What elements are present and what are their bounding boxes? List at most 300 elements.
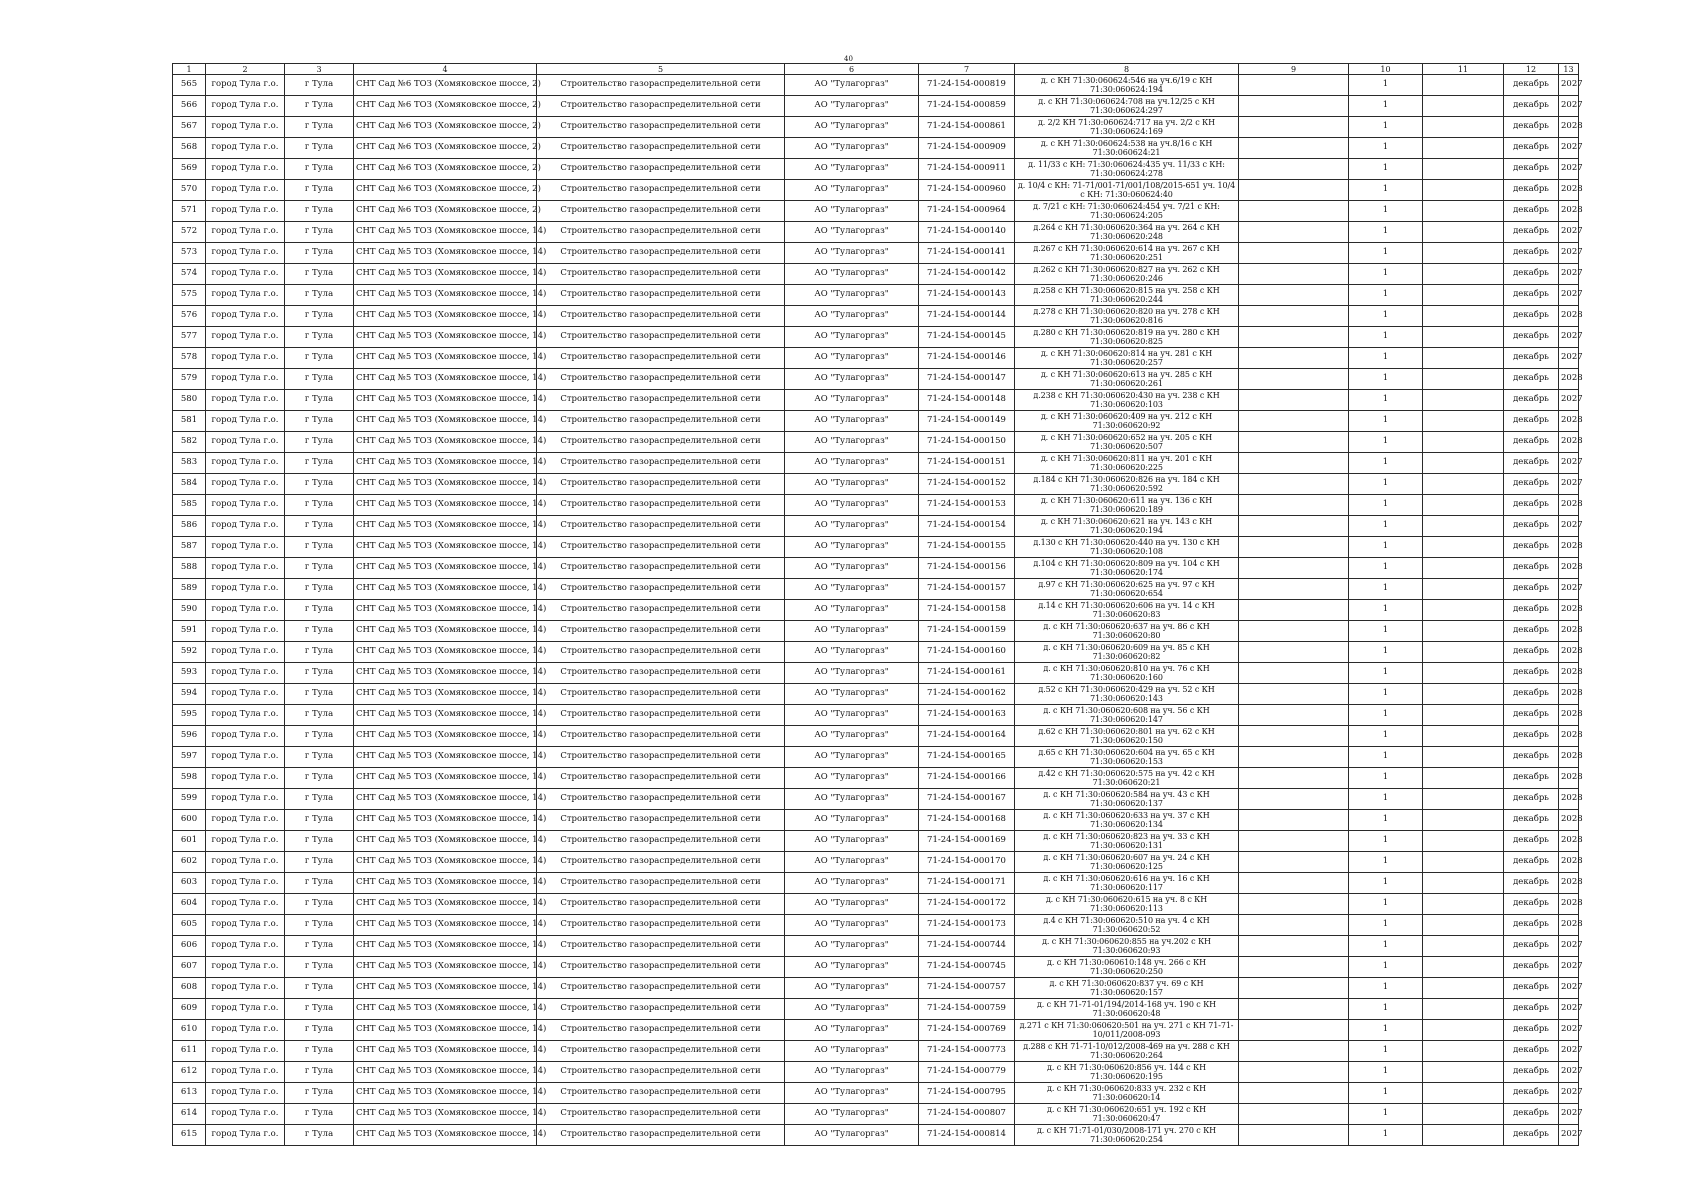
quantity-cell: 1 bbox=[1349, 327, 1423, 348]
object-description-cell: д.278 с КН 71:30:060620:820 на уч. 278 с КН 71:30:060620:816 bbox=[1015, 306, 1239, 327]
work-type-cell: Строительство газораспределительной сети bbox=[537, 474, 785, 495]
table-row bbox=[173, 306, 1579, 327]
work-type-cell: Строительство газораспределительной сети bbox=[537, 432, 785, 453]
month-cell: декабрь bbox=[1504, 789, 1559, 810]
work-type-cell: Строительство газораспределительной сети bbox=[537, 222, 785, 243]
table-row bbox=[173, 1062, 1579, 1083]
work-type-cell: Строительство газораспределительной сети bbox=[537, 201, 785, 222]
organization-cell: АО "Тулагоргаз" bbox=[785, 306, 919, 327]
month-cell: декабрь bbox=[1504, 579, 1559, 600]
col-9-cell bbox=[1239, 306, 1349, 327]
row-number-cell: 578 bbox=[173, 348, 206, 369]
row-number-cell: 592 bbox=[173, 642, 206, 663]
table-row bbox=[173, 537, 1579, 558]
settlement-cell: г Тула bbox=[285, 915, 354, 936]
table-row bbox=[173, 285, 1579, 306]
column-header-1: 1 bbox=[173, 64, 206, 75]
col-11-cell bbox=[1423, 999, 1504, 1020]
organization-cell: АО "Тулагоргаз" bbox=[785, 726, 919, 747]
organization-cell: АО "Тулагоргаз" bbox=[785, 285, 919, 306]
col-11-cell bbox=[1423, 1020, 1504, 1041]
column-header-3: 3 bbox=[285, 64, 354, 75]
municipality-cell: город Тула г.о. bbox=[206, 1125, 285, 1146]
row-number-cell: 567 bbox=[173, 117, 206, 138]
work-type-cell: Строительство газораспределительной сети bbox=[537, 306, 785, 327]
quantity-cell: 1 bbox=[1349, 600, 1423, 621]
work-type-cell: Строительство газораспределительной сети bbox=[537, 768, 785, 789]
col-11-cell bbox=[1423, 117, 1504, 138]
municipality-cell: город Тула г.о. bbox=[206, 1020, 285, 1041]
col-9-cell bbox=[1239, 852, 1349, 873]
object-description-cell: д. 7/21 с КН: 71:30:060624:454 уч. 7/21 с КН: 71:30:060624:205 bbox=[1015, 201, 1239, 222]
year-cell: 2028 bbox=[1559, 726, 1579, 747]
column-header-8: 8 bbox=[1015, 64, 1239, 75]
col-11-cell bbox=[1423, 180, 1504, 201]
settlement-cell: г Тула bbox=[285, 705, 354, 726]
object-description-cell: д. с КН 71:30:060620:856 уч. 144 с КН 71:30:060620:195 bbox=[1015, 1062, 1239, 1083]
work-type-cell: Строительство газораспределительной сети bbox=[537, 873, 785, 894]
municipality-cell: город Тула г.о. bbox=[206, 1104, 285, 1125]
snt-name-cell: СНТ Сад №5 ТОЗ (Хомяковское шоссе, 14) bbox=[354, 684, 537, 705]
object-description-cell: д. с КН 71:30:060620:615 на уч. 8 с КН 71:30:060620:113 bbox=[1015, 894, 1239, 915]
municipality-cell: город Тула г.о. bbox=[206, 621, 285, 642]
quantity-cell: 1 bbox=[1349, 453, 1423, 474]
col-9-cell bbox=[1239, 411, 1349, 432]
table-row bbox=[173, 873, 1579, 894]
snt-name-cell: СНТ Сад №5 ТОЗ (Хомяковское шоссе, 14) bbox=[354, 222, 537, 243]
year-cell: 2028 bbox=[1559, 306, 1579, 327]
col-9-cell bbox=[1239, 390, 1349, 411]
year-cell: 2027 bbox=[1559, 285, 1579, 306]
quantity-cell: 1 bbox=[1349, 432, 1423, 453]
table-row bbox=[173, 957, 1579, 978]
snt-name-cell: СНТ Сад №5 ТОЗ (Хомяковское шоссе, 14) bbox=[354, 369, 537, 390]
object-description-cell: д.130 с КН 71:30:060620:440 на уч. 130 с КН 71:30:060620:108 bbox=[1015, 537, 1239, 558]
col-11-cell bbox=[1423, 201, 1504, 222]
col-11-cell bbox=[1423, 243, 1504, 264]
quantity-cell: 1 bbox=[1349, 915, 1423, 936]
col-9-cell bbox=[1239, 936, 1349, 957]
year-cell: 2027 bbox=[1559, 264, 1579, 285]
snt-name-cell: СНТ Сад №5 ТОЗ (Хомяковское шоссе, 14) bbox=[354, 327, 537, 348]
row-number-cell: 582 bbox=[173, 432, 206, 453]
settlement-cell: г Тула bbox=[285, 327, 354, 348]
settlement-cell: г Тула bbox=[285, 642, 354, 663]
quantity-cell: 1 bbox=[1349, 726, 1423, 747]
organization-cell: АО "Тулагоргаз" bbox=[785, 810, 919, 831]
organization-cell: АО "Тулагоргаз" bbox=[785, 117, 919, 138]
row-number-cell: 583 bbox=[173, 453, 206, 474]
quantity-cell: 1 bbox=[1349, 159, 1423, 180]
row-number-cell: 595 bbox=[173, 705, 206, 726]
column-header-4: 4 bbox=[354, 64, 537, 75]
municipality-cell: город Тула г.о. bbox=[206, 117, 285, 138]
col-11-cell bbox=[1423, 936, 1504, 957]
work-type-cell: Строительство газораспределительной сети bbox=[537, 978, 785, 999]
quantity-cell: 1 bbox=[1349, 747, 1423, 768]
settlement-cell: г Тула bbox=[285, 537, 354, 558]
year-cell: 2027 bbox=[1559, 1083, 1579, 1104]
municipality-cell: город Тула г.о. bbox=[206, 1041, 285, 1062]
municipality-cell: город Тула г.о. bbox=[206, 369, 285, 390]
table-row bbox=[173, 600, 1579, 621]
work-type-cell: Строительство газораспределительной сети bbox=[537, 894, 785, 915]
month-cell: декабрь bbox=[1504, 390, 1559, 411]
row-number-cell: 566 bbox=[173, 96, 206, 117]
row-number-cell: 611 bbox=[173, 1041, 206, 1062]
municipality-cell: город Тула г.о. bbox=[206, 411, 285, 432]
quantity-cell: 1 bbox=[1349, 978, 1423, 999]
quantity-cell: 1 bbox=[1349, 957, 1423, 978]
table-row bbox=[173, 852, 1579, 873]
organization-cell: АО "Тулагоргаз" bbox=[785, 453, 919, 474]
settlement-cell: г Тула bbox=[285, 516, 354, 537]
col-11-cell bbox=[1423, 915, 1504, 936]
quantity-cell: 1 bbox=[1349, 495, 1423, 516]
organization-cell: АО "Тулагоргаз" bbox=[785, 1125, 919, 1146]
quantity-cell: 1 bbox=[1349, 831, 1423, 852]
settlement-cell: г Тула bbox=[285, 411, 354, 432]
row-number-cell: 572 bbox=[173, 222, 206, 243]
year-cell: 2028 bbox=[1559, 537, 1579, 558]
quantity-cell: 1 bbox=[1349, 369, 1423, 390]
municipality-cell: город Тула г.о. bbox=[206, 222, 285, 243]
row-number-cell: 596 bbox=[173, 726, 206, 747]
object-description-cell: д. с КН 71:30:060620:637 на уч. 86 с КН 71:30:060620:80 bbox=[1015, 621, 1239, 642]
snt-name-cell: СНТ Сад №5 ТОЗ (Хомяковское шоссе, 14) bbox=[354, 432, 537, 453]
settlement-cell: г Тула bbox=[285, 1020, 354, 1041]
municipality-cell: город Тула г.о. bbox=[206, 978, 285, 999]
col-9-cell bbox=[1239, 747, 1349, 768]
application-number-cell: 71-24-154-000795 bbox=[919, 1083, 1015, 1104]
application-number-cell: 71-24-154-000162 bbox=[919, 684, 1015, 705]
object-description-cell: д. с КН 71:30:060620:811 на уч. 201 с КН 71:30:060620:225 bbox=[1015, 453, 1239, 474]
organization-cell: АО "Тулагоргаз" bbox=[785, 1083, 919, 1104]
municipality-cell: город Тула г.о. bbox=[206, 180, 285, 201]
object-description-cell: д. с КН 71:30:060620:833 уч. 232 с КН 71:30:060620:14 bbox=[1015, 1083, 1239, 1104]
work-type-cell: Строительство газораспределительной сети bbox=[537, 243, 785, 264]
application-number-cell: 71-24-154-000164 bbox=[919, 726, 1015, 747]
col-9-cell bbox=[1239, 264, 1349, 285]
row-number-cell: 603 bbox=[173, 873, 206, 894]
table-row bbox=[173, 1104, 1579, 1125]
work-type-cell: Строительство газораспределительной сети bbox=[537, 831, 785, 852]
month-cell: декабрь bbox=[1504, 978, 1559, 999]
month-cell: декабрь bbox=[1504, 474, 1559, 495]
col-11-cell bbox=[1423, 978, 1504, 999]
settlement-cell: г Тула bbox=[285, 621, 354, 642]
application-number-cell: 71-24-154-000909 bbox=[919, 138, 1015, 159]
quantity-cell: 1 bbox=[1349, 558, 1423, 579]
month-cell: декабрь bbox=[1504, 432, 1559, 453]
application-number-cell: 71-24-154-000807 bbox=[919, 1104, 1015, 1125]
table-row bbox=[173, 1083, 1579, 1104]
row-number-cell: 615 bbox=[173, 1125, 206, 1146]
municipality-cell: город Тула г.о. bbox=[206, 201, 285, 222]
col-11-cell bbox=[1423, 516, 1504, 537]
column-header-2: 2 bbox=[206, 64, 285, 75]
column-header-9: 9 bbox=[1239, 64, 1349, 75]
snt-name-cell: СНТ Сад №6 ТОЗ (Хомяковское шоссе, 2) bbox=[354, 159, 537, 180]
settlement-cell: г Тула bbox=[285, 369, 354, 390]
organization-cell: АО "Тулагоргаз" bbox=[785, 243, 919, 264]
work-type-cell: Строительство газораспределительной сети bbox=[537, 1104, 785, 1125]
row-number-cell: 601 bbox=[173, 831, 206, 852]
table-row bbox=[173, 327, 1579, 348]
month-cell: декабрь bbox=[1504, 747, 1559, 768]
municipality-cell: город Тула г.о. bbox=[206, 264, 285, 285]
col-11-cell bbox=[1423, 369, 1504, 390]
settlement-cell: г Тула bbox=[285, 852, 354, 873]
col-9-cell bbox=[1239, 789, 1349, 810]
year-cell: 2028 bbox=[1559, 894, 1579, 915]
table-row bbox=[173, 180, 1579, 201]
year-cell: 2027 bbox=[1559, 1104, 1579, 1125]
organization-cell: АО "Тулагоргаз" bbox=[785, 180, 919, 201]
municipality-cell: город Тула г.о. bbox=[206, 684, 285, 705]
organization-cell: АО "Тулагоргаз" bbox=[785, 621, 919, 642]
quantity-cell: 1 bbox=[1349, 789, 1423, 810]
settlement-cell: г Тула bbox=[285, 453, 354, 474]
object-description-cell: д. с КН 71:30:060620:409 на уч. 212 с КН 71:30:060620:92 bbox=[1015, 411, 1239, 432]
snt-name-cell: СНТ Сад №5 ТОЗ (Хомяковское шоссе, 14) bbox=[354, 1062, 537, 1083]
settlement-cell: г Тула bbox=[285, 999, 354, 1020]
col-11-cell bbox=[1423, 579, 1504, 600]
col-9-cell bbox=[1239, 894, 1349, 915]
organization-cell: АО "Тулагоргаз" bbox=[785, 201, 919, 222]
year-cell: 2028 bbox=[1559, 663, 1579, 684]
row-number-cell: 574 bbox=[173, 264, 206, 285]
year-cell: 2027 bbox=[1559, 75, 1579, 96]
object-description-cell: д. с КН 71:30:060620:823 на уч. 33 с КН 71:30:060620:131 bbox=[1015, 831, 1239, 852]
col-9-cell bbox=[1239, 75, 1349, 96]
object-description-cell: д.184 с КН 71:30:060620:826 на уч. 184 с КН 71:30:060620:592 bbox=[1015, 474, 1239, 495]
col-9-cell bbox=[1239, 453, 1349, 474]
col-9-cell bbox=[1239, 810, 1349, 831]
quantity-cell: 1 bbox=[1349, 1104, 1423, 1125]
snt-name-cell: СНТ Сад №5 ТОЗ (Хомяковское шоссе, 14) bbox=[354, 579, 537, 600]
application-number-cell: 71-24-154-000155 bbox=[919, 537, 1015, 558]
month-cell: декабрь bbox=[1504, 873, 1559, 894]
month-cell: декабрь bbox=[1504, 957, 1559, 978]
settlement-cell: г Тула bbox=[285, 495, 354, 516]
work-type-cell: Строительство газораспределительной сети bbox=[537, 600, 785, 621]
table-row bbox=[173, 390, 1579, 411]
object-description-cell: д.271 с КН 71:30:060620:501 на уч. 271 с КН 71-71-10/011/2008-093 bbox=[1015, 1020, 1239, 1041]
object-description-cell: д. 11/33 с КН: 71:30:060624:435 уч. 11/33 с КН: 71:30:060624:278 bbox=[1015, 159, 1239, 180]
month-cell: декабрь bbox=[1504, 222, 1559, 243]
row-number-cell: 571 bbox=[173, 201, 206, 222]
object-description-cell: д.42 с КН 71:30:060620:575 на уч. 42 с КН 71:30:060620:21 bbox=[1015, 768, 1239, 789]
application-number-cell: 71-24-154-000147 bbox=[919, 369, 1015, 390]
settlement-cell: г Тула bbox=[285, 579, 354, 600]
organization-cell: АО "Тулагоргаз" bbox=[785, 957, 919, 978]
column-header-5: 5 bbox=[537, 64, 785, 75]
municipality-cell: город Тула г.о. bbox=[206, 537, 285, 558]
col-9-cell bbox=[1239, 327, 1349, 348]
municipality-cell: город Тула г.о. bbox=[206, 810, 285, 831]
col-11-cell bbox=[1423, 768, 1504, 789]
year-cell: 2027 bbox=[1559, 327, 1579, 348]
snt-name-cell: СНТ Сад №5 ТОЗ (Хомяковское шоссе, 14) bbox=[354, 852, 537, 873]
col-9-cell bbox=[1239, 96, 1349, 117]
col-11-cell bbox=[1423, 264, 1504, 285]
work-type-cell: Строительство газораспределительной сети bbox=[537, 915, 785, 936]
application-number-cell: 71-24-154-000171 bbox=[919, 873, 1015, 894]
col-9-cell bbox=[1239, 285, 1349, 306]
application-number-cell: 71-24-154-000150 bbox=[919, 432, 1015, 453]
col-11-cell bbox=[1423, 453, 1504, 474]
table-row bbox=[173, 915, 1579, 936]
settlement-cell: г Тула bbox=[285, 201, 354, 222]
settlement-cell: г Тула bbox=[285, 1083, 354, 1104]
application-number-cell: 71-24-154-000168 bbox=[919, 810, 1015, 831]
row-number-cell: 586 bbox=[173, 516, 206, 537]
quantity-cell: 1 bbox=[1349, 1062, 1423, 1083]
municipality-cell: город Тула г.о. bbox=[206, 831, 285, 852]
col-11-cell bbox=[1423, 432, 1504, 453]
col-9-cell bbox=[1239, 201, 1349, 222]
snt-name-cell: СНТ Сад №5 ТОЗ (Хомяковское шоссе, 14) bbox=[354, 915, 537, 936]
col-9-cell bbox=[1239, 705, 1349, 726]
application-number-cell: 71-24-154-000960 bbox=[919, 180, 1015, 201]
municipality-cell: город Тула г.о. bbox=[206, 1062, 285, 1083]
col-9-cell bbox=[1239, 600, 1349, 621]
quantity-cell: 1 bbox=[1349, 348, 1423, 369]
month-cell: декабрь bbox=[1504, 516, 1559, 537]
month-cell: декабрь bbox=[1504, 705, 1559, 726]
settlement-cell: г Тула bbox=[285, 810, 354, 831]
settlement-cell: г Тула bbox=[285, 180, 354, 201]
year-cell: 2028 bbox=[1559, 117, 1579, 138]
organization-cell: АО "Тулагоргаз" bbox=[785, 873, 919, 894]
row-number-cell: 600 bbox=[173, 810, 206, 831]
municipality-cell: город Тула г.о. bbox=[206, 999, 285, 1020]
municipality-cell: город Тула г.о. bbox=[206, 138, 285, 159]
row-number-cell: 612 bbox=[173, 1062, 206, 1083]
col-11-cell bbox=[1423, 537, 1504, 558]
quantity-cell: 1 bbox=[1349, 642, 1423, 663]
snt-name-cell: СНТ Сад №5 ТОЗ (Хомяковское шоссе, 14) bbox=[354, 999, 537, 1020]
snt-name-cell: СНТ Сад №5 ТОЗ (Хомяковское шоссе, 14) bbox=[354, 957, 537, 978]
year-cell: 2028 bbox=[1559, 873, 1579, 894]
table-row bbox=[173, 264, 1579, 285]
quantity-cell: 1 bbox=[1349, 1125, 1423, 1146]
col-9-cell bbox=[1239, 243, 1349, 264]
snt-name-cell: СНТ Сад №5 ТОЗ (Хомяковское шоссе, 14) bbox=[354, 663, 537, 684]
application-number-cell: 71-24-154-000148 bbox=[919, 390, 1015, 411]
work-type-cell: Строительство газораспределительной сети bbox=[537, 663, 785, 684]
settlement-cell: г Тула bbox=[285, 117, 354, 138]
quantity-cell: 1 bbox=[1349, 306, 1423, 327]
row-number-cell: 565 bbox=[173, 75, 206, 96]
municipality-cell: город Тула г.о. bbox=[206, 789, 285, 810]
row-number-cell: 613 bbox=[173, 1083, 206, 1104]
settlement-cell: г Тула bbox=[285, 390, 354, 411]
municipality-cell: город Тула г.о. bbox=[206, 726, 285, 747]
snt-name-cell: СНТ Сад №6 ТОЗ (Хомяковское шоссе, 2) bbox=[354, 201, 537, 222]
organization-cell: АО "Тулагоргаз" bbox=[785, 138, 919, 159]
col-11-cell bbox=[1423, 96, 1504, 117]
col-9-cell bbox=[1239, 117, 1349, 138]
organization-cell: АО "Тулагоргаз" bbox=[785, 999, 919, 1020]
table-row bbox=[173, 516, 1579, 537]
month-cell: декабрь bbox=[1504, 453, 1559, 474]
row-number-cell: 585 bbox=[173, 495, 206, 516]
col-11-cell bbox=[1423, 495, 1504, 516]
application-number-cell: 71-24-154-000911 bbox=[919, 159, 1015, 180]
settlement-cell: г Тула bbox=[285, 96, 354, 117]
col-9-cell bbox=[1239, 873, 1349, 894]
month-cell: декабрь bbox=[1504, 348, 1559, 369]
table-row bbox=[173, 96, 1579, 117]
settlement-cell: г Тула bbox=[285, 789, 354, 810]
col-9-cell bbox=[1239, 474, 1349, 495]
application-number-cell: 71-24-154-000158 bbox=[919, 600, 1015, 621]
application-number-cell: 71-24-154-000141 bbox=[919, 243, 1015, 264]
col-11-cell bbox=[1423, 306, 1504, 327]
col-9-cell bbox=[1239, 558, 1349, 579]
row-number-cell: 614 bbox=[173, 1104, 206, 1125]
snt-name-cell: СНТ Сад №5 ТОЗ (Хомяковское шоссе, 14) bbox=[354, 726, 537, 747]
col-9-cell bbox=[1239, 1041, 1349, 1062]
object-description-cell: д. 10/4 с КН: 71-71/001-71/001/108/2015-651 уч. 10/4 с КН: 71:30:060624:40 bbox=[1015, 180, 1239, 201]
col-11-cell bbox=[1423, 642, 1504, 663]
quantity-cell: 1 bbox=[1349, 768, 1423, 789]
col-11-cell bbox=[1423, 873, 1504, 894]
row-number-cell: 597 bbox=[173, 747, 206, 768]
table-row bbox=[173, 369, 1579, 390]
work-type-cell: Строительство газораспределительной сети bbox=[537, 558, 785, 579]
col-11-cell bbox=[1423, 789, 1504, 810]
table-row bbox=[173, 768, 1579, 789]
table-row bbox=[173, 348, 1579, 369]
month-cell: декабрь bbox=[1504, 138, 1559, 159]
snt-name-cell: СНТ Сад №6 ТОЗ (Хомяковское шоссе, 2) bbox=[354, 96, 537, 117]
work-type-cell: Строительство газораспределительной сети bbox=[537, 789, 785, 810]
month-cell: декабрь bbox=[1504, 1083, 1559, 1104]
application-number-cell: 71-24-154-000172 bbox=[919, 894, 1015, 915]
table-row bbox=[173, 726, 1579, 747]
object-description-cell: д.264 с КН 71:30:060620:364 на уч. 264 с КН 71:30:060620:248 bbox=[1015, 222, 1239, 243]
settlement-cell: г Тула bbox=[285, 264, 354, 285]
row-number-cell: 576 bbox=[173, 306, 206, 327]
year-cell: 2028 bbox=[1559, 852, 1579, 873]
quantity-cell: 1 bbox=[1349, 810, 1423, 831]
col-11-cell bbox=[1423, 831, 1504, 852]
year-cell: 2028 bbox=[1559, 180, 1579, 201]
col-11-cell bbox=[1423, 1083, 1504, 1104]
year-cell: 2028 bbox=[1559, 705, 1579, 726]
quantity-cell: 1 bbox=[1349, 390, 1423, 411]
work-type-cell: Строительство газораспределительной сети bbox=[537, 495, 785, 516]
organization-cell: АО "Тулагоргаз" bbox=[785, 432, 919, 453]
quantity-cell: 1 bbox=[1349, 705, 1423, 726]
snt-name-cell: СНТ Сад №5 ТОЗ (Хомяковское шоссе, 14) bbox=[354, 474, 537, 495]
organization-cell: АО "Тулагоргаз" bbox=[785, 1062, 919, 1083]
municipality-cell: город Тула г.о. bbox=[206, 873, 285, 894]
work-type-cell: Строительство газораспределительной сети bbox=[537, 117, 785, 138]
object-description-cell: д. с КН 71:30:060620:616 на уч. 16 с КН 71:30:060620:117 bbox=[1015, 873, 1239, 894]
month-cell: декабрь bbox=[1504, 852, 1559, 873]
col-11-cell bbox=[1423, 1125, 1504, 1146]
object-description-cell: д. с КН 71:30:060620:651 уч. 192 с КН 71:30:060620:47 bbox=[1015, 1104, 1239, 1125]
work-type-cell: Строительство газораспределительной сети bbox=[537, 936, 785, 957]
snt-name-cell: СНТ Сад №5 ТОЗ (Хомяковское шоссе, 14) bbox=[354, 390, 537, 411]
quantity-cell: 1 bbox=[1349, 1041, 1423, 1062]
application-number-cell: 71-24-154-000757 bbox=[919, 978, 1015, 999]
column-header-6: 6 bbox=[785, 64, 919, 75]
